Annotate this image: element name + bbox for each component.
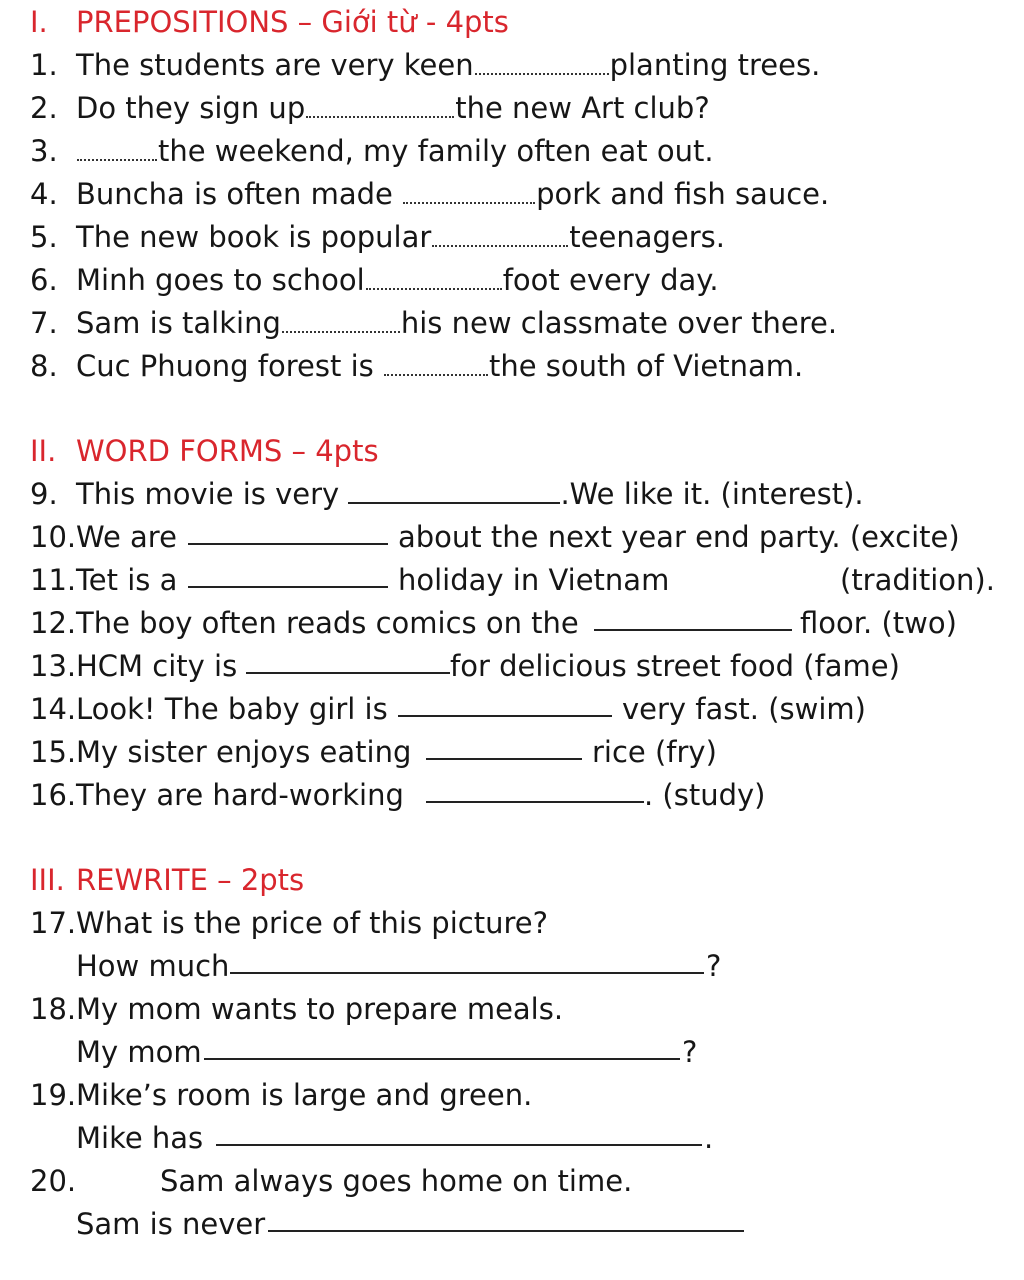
answer-blank[interactable] [188, 542, 388, 545]
answer-blank[interactable] [366, 287, 502, 290]
text-before: HCM city is [76, 649, 238, 683]
question-5 [0, 218, 1024, 256]
text-after: .We like it. (interest). [560, 477, 864, 511]
question-text: Mike’s room is large and green. [76, 1078, 533, 1112]
question-number: 7. [30, 306, 58, 340]
text-before: Sam is talking [76, 306, 281, 340]
text-after: teenagers. [569, 220, 726, 254]
text-after: holiday in Vietnam [398, 563, 670, 597]
question-number: 4. [30, 177, 58, 211]
section-numeral: I. [30, 5, 48, 39]
text-before: Do they sign up [76, 91, 306, 125]
question-14 [0, 690, 1024, 728]
question-number: 1. [30, 48, 58, 82]
question-number: 5. [30, 220, 58, 254]
question-20-prompt [0, 1162, 1024, 1200]
question-number: 18. [30, 992, 77, 1026]
section-title: REWRITE – 2pts [76, 863, 305, 897]
question-19-prompt [0, 1076, 1024, 1114]
question-2 [0, 89, 1024, 127]
question-4 [0, 175, 1024, 213]
question-number: 8. [30, 349, 58, 383]
word-hint: (tradition). [840, 563, 995, 597]
question-15 [0, 733, 1024, 771]
question-17-answer [0, 947, 1024, 985]
text-after: about the next year end party. (excite) [398, 520, 960, 554]
question-9 [0, 475, 1024, 513]
answer-start: Sam is never [76, 1207, 266, 1241]
answer-blank[interactable] [398, 714, 612, 717]
text-after: rice (fry) [592, 735, 717, 769]
answer-end: ? [682, 1035, 698, 1069]
text-after: floor. (two) [800, 606, 957, 640]
answer-blank[interactable] [475, 72, 609, 75]
answer-blank[interactable] [216, 1143, 702, 1146]
text-before: Look! The baby girl is [76, 692, 388, 726]
question-10 [0, 518, 1024, 556]
text-after: the new Art club? [455, 91, 710, 125]
question-18-answer [0, 1033, 1024, 1071]
question-number: 20. [30, 1164, 77, 1198]
question-7 [0, 304, 1024, 342]
answer-blank[interactable] [426, 757, 582, 760]
question-text [76, 518, 177, 556]
question-1 [0, 46, 1024, 84]
question-number: 12. [30, 606, 77, 640]
question-number: 6. [30, 263, 58, 297]
question-text: What is the price of this picture? [76, 906, 548, 940]
answer-blank[interactable] [403, 201, 535, 204]
answer-blank[interactable] [426, 800, 644, 803]
section-numeral: II. [30, 434, 57, 468]
question-text: My mom wants to prepare meals. [76, 992, 564, 1026]
answer-blank[interactable] [384, 373, 488, 376]
section-heading-word-forms [0, 432, 1024, 470]
answer-blank[interactable] [432, 244, 568, 247]
question-text [76, 347, 803, 385]
question-text [76, 218, 725, 256]
section-title: WORD FORMS – 4pts [76, 434, 379, 468]
question-13 [0, 647, 1024, 685]
question-number: 19. [30, 1078, 77, 1112]
text-after: for delicious street food (fame) [450, 649, 900, 683]
text-after: very fast. (swim) [622, 692, 866, 726]
question-text [76, 89, 710, 127]
answer-blank[interactable] [306, 115, 454, 118]
answer-blank[interactable] [348, 501, 560, 504]
answer-blank[interactable] [282, 330, 400, 333]
answer-end: ? [706, 949, 722, 983]
question-3 [0, 132, 1024, 170]
text-before: We are [76, 520, 177, 554]
text-before: They are hard-working [76, 778, 404, 812]
text-after: his new classmate over there. [400, 306, 838, 340]
answer-blank[interactable] [268, 1229, 744, 1232]
answer-end: . [704, 1121, 714, 1155]
question-19-answer [0, 1119, 1024, 1157]
question-18-prompt [0, 990, 1024, 1028]
text-before: My sister enjoys eating [76, 735, 412, 769]
question-text [76, 475, 864, 513]
text-after: pork and fish sauce. [536, 177, 830, 211]
section-numeral: III. [30, 863, 65, 897]
text-after: planting trees. [609, 48, 821, 82]
question-text [76, 46, 820, 84]
text-before: The boy often reads comics on the [76, 606, 579, 640]
question-text: Sam always goes home on time. [160, 1164, 633, 1198]
question-number: 3. [30, 134, 58, 168]
question-17-prompt [0, 904, 1024, 942]
answer-start: How much [76, 949, 230, 983]
answer-blank[interactable] [77, 158, 157, 161]
question-number: 17. [30, 906, 77, 940]
question-number: 16. [30, 778, 77, 812]
text-before: Buncha is often made [76, 177, 393, 211]
question-number: 14. [30, 692, 77, 726]
text-after: the south of Vietnam. [488, 349, 804, 383]
section-heading-rewrite [0, 861, 1024, 899]
question-number: 10. [30, 520, 77, 554]
question-number: 13. [30, 649, 77, 683]
question-11 [0, 561, 1024, 599]
answer-start: My mom [76, 1035, 202, 1069]
text-before: Tet is a [76, 563, 178, 597]
section-heading-prepositions [0, 3, 1024, 41]
text-before: The new book is popular [76, 220, 432, 254]
answer-start: Mike has [76, 1121, 204, 1155]
text-after: . (study) [644, 778, 766, 812]
text-before: Minh goes to school [76, 263, 365, 297]
question-number: 2. [30, 91, 58, 125]
text-before: The students are very keen [76, 48, 474, 82]
question-16 [0, 776, 1024, 814]
text-before: This movie is very [76, 477, 340, 511]
text-after: foot every day. [502, 263, 719, 297]
text-before: Cuc Phuong forest is [76, 349, 374, 383]
question-text [76, 304, 837, 342]
question-number: 11. [30, 563, 77, 597]
section-title: PREPOSITIONS – Giới từ - 4pts [76, 5, 509, 39]
question-number: 9. [30, 477, 58, 511]
answer-blank[interactable] [246, 671, 450, 674]
question-12 [0, 604, 1024, 642]
question-6 [0, 261, 1024, 299]
answer-blank[interactable] [594, 628, 792, 631]
question-text [76, 132, 714, 170]
answer-blank[interactable] [204, 1057, 680, 1060]
question-number: 15. [30, 735, 77, 769]
answer-blank[interactable] [230, 971, 704, 974]
answer-blank[interactable] [188, 585, 388, 588]
question-8 [0, 347, 1024, 385]
question-20-answer [0, 1205, 1024, 1243]
question-text [76, 261, 719, 299]
text-after: the weekend, my family often eat out. [158, 134, 714, 168]
question-text [76, 175, 829, 213]
